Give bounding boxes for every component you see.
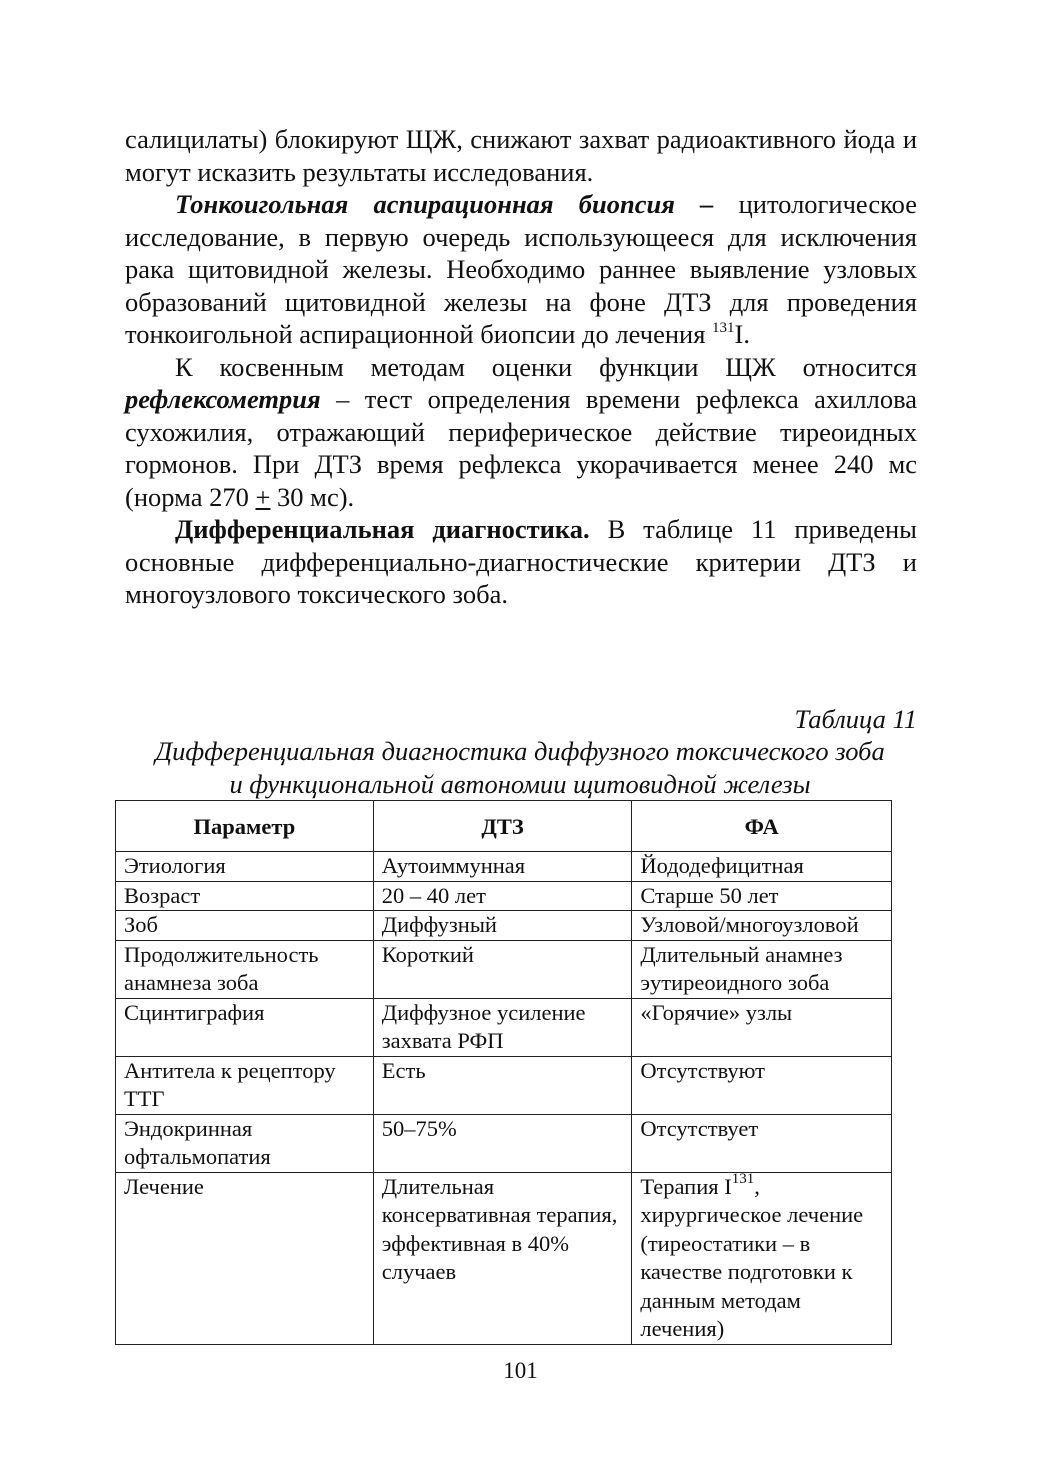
cell-fa-isotope-superscript: 131 <box>731 1170 755 1187</box>
cell-dtz: 20 – 40 лет <box>373 881 632 911</box>
table-row <box>116 1056 892 1114</box>
table-row <box>116 1172 892 1344</box>
cell-fa-treatment-pre: Терапия I <box>640 1173 732 1199</box>
table-title <box>115 735 925 801</box>
header-parameter: Параметр <box>116 801 374 852</box>
table-title-line-2: и функциональной автономии щитовидной железы <box>229 769 811 799</box>
cell-dtz: Есть <box>373 1056 632 1114</box>
cell-dtz: Короткий <box>373 940 632 998</box>
paragraph-biopsy-end: I. <box>734 319 750 349</box>
differential-table <box>115 800 892 1345</box>
table-row <box>116 1114 892 1172</box>
paragraph-biopsy-text: цитологическое исследование, в первую очередь использующееся для исключения рака щитовидной железы. Необходимо раннее выявление узловых образований щитовидной железы на фоне ДТЗ для проведения тонкоигольной аспирационной биопсии до лечения <box>125 189 917 349</box>
paragraph-reflexometry-end: 30 мс). <box>270 481 355 512</box>
term-biopsy: Тонкоигольная аспирационная биопсия – <box>175 189 714 219</box>
table-row <box>116 852 892 882</box>
paragraph-reflexometry-text: – тест определения времени рефлекса ахиллова сухожилия, отражающий периферическое действие тиреоидных гормонов. При ДТЗ время рефлекса укорачивается менее 240 мс (норма 270 <box>125 384 917 512</box>
table-number: Таблица 11 <box>794 704 917 734</box>
cell-parameter: Этиология <box>116 852 374 882</box>
cell-dtz: Длительная консервативная терапия, эффективная в 40% случаев <box>373 1172 632 1344</box>
table-header-row <box>116 801 892 852</box>
paragraph-differential-text: В таблице 11 приведены основные дифференциально-диагностические критерии ДТЗ и многоузлового токсического зоба. <box>125 514 917 609</box>
cell-fa: Старше 50 лет <box>632 881 892 911</box>
cell-fa: Длительный анамнез эутиреоидного зоба <box>632 940 892 998</box>
cell-dtz: Диффузный <box>373 911 632 941</box>
cell-parameter: Возраст <box>116 881 374 911</box>
cell-fa <box>632 1172 892 1344</box>
table-row <box>116 940 892 998</box>
term-reflexometry: рефлексометрия <box>125 384 321 414</box>
table-row <box>116 881 892 911</box>
table-row <box>116 911 892 941</box>
cell-dtz: Диффузное усиление захвата РФП <box>373 998 632 1056</box>
cell-parameter: Сцинтиграфия <box>116 998 374 1056</box>
cell-fa: Йододефицитная <box>632 852 892 882</box>
table-row <box>116 998 892 1056</box>
cell-parameter: Лечение <box>116 1172 374 1344</box>
header-fa: ФА <box>632 801 892 852</box>
cell-parameter: Зоб <box>116 911 374 941</box>
cell-fa: «Горячие» узлы <box>632 998 892 1056</box>
header-dtz: ДТЗ <box>373 801 632 852</box>
page-number: 101 <box>503 1358 538 1383</box>
term-differential: Дифференциальная диагностика. <box>175 514 590 544</box>
paragraph-1-text: салицилаты) блокируют ЩЖ, снижают захват радиоактивного йода и могут исказить результаты исследования. <box>125 124 917 187</box>
cell-dtz: Аутоиммунная <box>373 852 632 882</box>
table-title-line-1: Дифференциальная диагностика диффузного токсического зоба <box>155 736 885 766</box>
cell-parameter: Антитела к рецептору ТТГ <box>116 1056 374 1114</box>
cell-fa: Узловой/многоузловой <box>632 911 892 941</box>
paragraph-reflexometry-start: К косвенным методам оценки функции ЩЖ относится <box>175 351 917 382</box>
paragraph-reflexometry <box>125 351 917 514</box>
paragraph-biopsy <box>125 188 917 351</box>
plus-minus-sign: + <box>255 481 271 512</box>
cell-parameter: Продолжительность анамнеза зоба <box>116 940 374 998</box>
body-text <box>125 123 917 611</box>
cell-dtz: 50–75% <box>373 1114 632 1172</box>
cell-parameter: Эндокринная офтальмопатия <box>116 1114 374 1172</box>
cell-fa: Отсутствует <box>632 1114 892 1172</box>
isotope-superscript: 131 <box>712 320 735 336</box>
cell-fa: Отсутствуют <box>632 1056 892 1114</box>
paragraph-differential <box>125 513 917 611</box>
paragraph-1 <box>125 123 917 188</box>
cell-fa-treatment-post: , хирургическое лечение (тиреостатики – в качестве подготовки к данным методам лечения) <box>640 1173 864 1341</box>
